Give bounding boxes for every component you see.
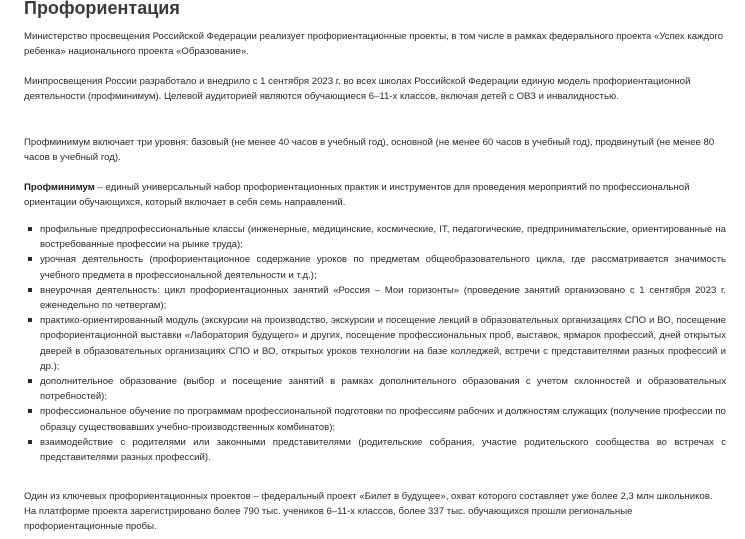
list-item (28, 435, 726, 465)
definition-term: Профминимум (24, 182, 95, 193)
list-item (28, 283, 726, 313)
definition-text: – единый универсальный набор профориентационных практик и инструментов для проведения мероприятий по профессиональной ориентации обучающихся, который включает в себя семь направлений. (24, 182, 690, 208)
page-title: Профориентация (24, 0, 180, 18)
list-item-text: взаимодействие с родителями или законными представителями (родительские собрания, участие родительского сообщества во встречах с представителями разных профессий). (40, 436, 726, 464)
intro-paragraph: Министерство просвещения Российской Федерации реализует профориентационные проекты, в том числе в рамках федерального проекта «Успех каждого ребенка» национального проекта «Образование». (24, 31, 724, 57)
list-item-text: дополнительное образование (выбор и посещение занятий в рамках дополнительного образования с учетом склонностей и образовательных потребностей); (40, 376, 726, 403)
bullet-icon (28, 409, 32, 413)
list-item-text: внеурочная деятельность: цикл профориентационных занятий «Россия – Мои горизонты» (проведение занятий организовано с 1 сентября 2023 г. еженедельно по четвергам); (40, 284, 726, 312)
ticket-to-future-paragraph: Один из ключевых профориентационных проектов – федеральный проект «Билет в будущее», охват которого составляет уже более 2,3 млн школьников. На платформе проекта зарегистрировано более 790 тыс. учеников 6–11-х классов, более 337 тыс. обучающихся прошли региональные профориентационные пробы. (24, 491, 713, 532)
bullet-icon (28, 440, 32, 444)
bullet-icon (28, 379, 32, 383)
levels-paragraph: Профминимум включает три уровня: базовый (не менее 40 часов в учебный год), основной (не менее 60 часов в учебный год), продвинутый (не менее 80 часов в учебный год). (24, 137, 715, 163)
list-item-text: урочная деятельность (профориентационное содержание уроков по предметам общеобразовательного цикла, где рассматривается значимость учебного предмета в профессиональной деятельности и т.д.); (40, 254, 726, 281)
bullet-icon (28, 318, 32, 322)
definition-paragraph (24, 180, 724, 210)
directions-list (28, 222, 726, 465)
list-item (28, 374, 726, 404)
list-item (28, 222, 726, 252)
list-item-text: профильные предпрофессиональные классы (инженерные, медицинские, космические, IT, педагогические, предпринимательские, ориентированные на востребованные профессии на рынке труда); (40, 224, 726, 251)
bullet-icon (28, 227, 32, 231)
list-item-text: профессиональное обучение по программам профессиональной подготовки по профессиям рабочих и должностям служащих (получение профессии по образцу существовавших учебно-производственных комбинатов); (40, 406, 726, 433)
list-item (28, 313, 726, 374)
list-item-text: практико-ориентированный модуль (экскурсии на производство, экскурсии и посещение лекций в образовательных организациях СПО и ВО, посещение профориентационной выставки «Лаборатория будущего» и других, посещение профессиональных проб, выставок, ярмарок профессий, дней открытых дверей в образовательных организациях СПО и ВО, открытых уроков технологии на базе колледжей, встречи с представителями разных профессий и др.); (40, 315, 726, 372)
bullet-icon (28, 288, 32, 292)
list-item (28, 252, 726, 282)
list-item (28, 404, 726, 434)
bullet-icon (28, 257, 32, 261)
profminimum-model-paragraph: Минпросвещения России разработало и внедрило с 1 сентября 2023 г. во всех школах Российской Федерации единую модель профориентационной деятельности (профминимум). Целевой аудиторией являются обучающиеся 6–11-х классов, включая детей с ОВЗ и инвалидностью. (24, 76, 691, 102)
